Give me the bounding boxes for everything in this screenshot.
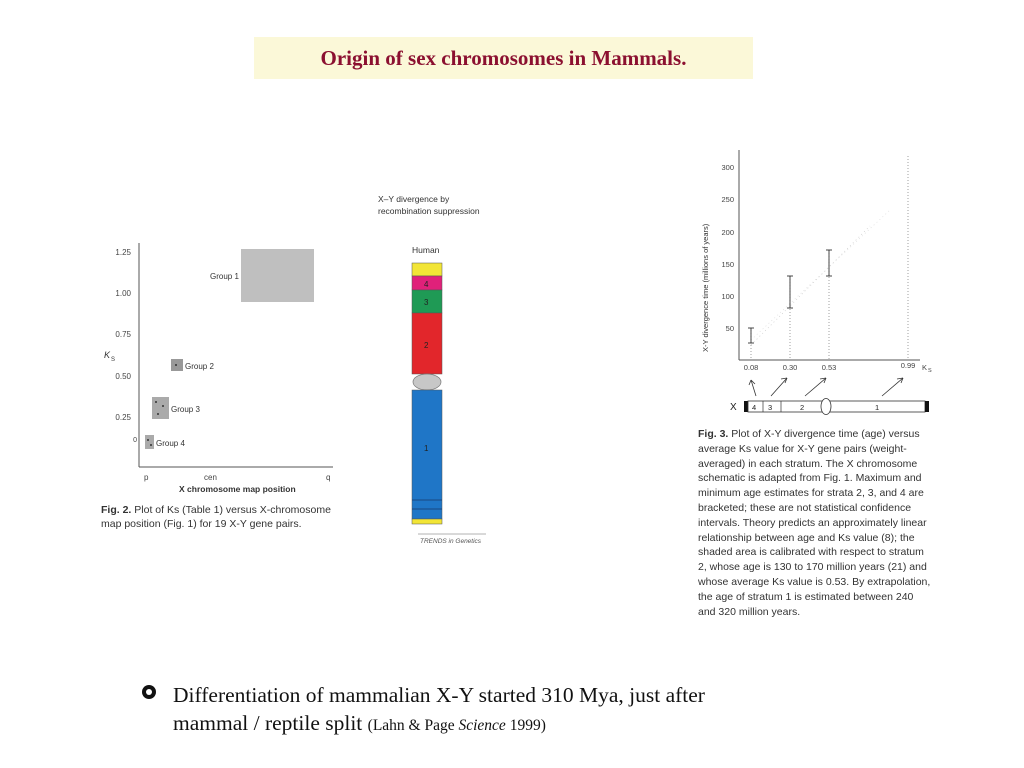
fig3-shaded-band xyxy=(751,226,870,345)
fig2-ytick: 0.75 xyxy=(115,330,131,339)
fig2-x-label: X chromosome map position xyxy=(179,484,296,494)
fig2-point xyxy=(147,439,149,441)
fig2-xtick: cen xyxy=(204,473,217,482)
trends-species-label: Human xyxy=(412,245,440,255)
fig2-point xyxy=(157,413,159,415)
fig3-caption-line: Plot of X-Y divergence time (age) versus xyxy=(731,428,920,440)
citation-journal: Science xyxy=(458,717,506,734)
fig3-caption-line: intervals. Theory predicts an approximately linear xyxy=(698,516,927,529)
fig3-errorbar-stratum4 xyxy=(748,328,754,343)
fig2-caption xyxy=(101,503,346,531)
stratum-label: 3 xyxy=(424,298,429,307)
fig2-group-label: Group 3 xyxy=(171,405,200,414)
fig3-xtick: 0.08 xyxy=(743,363,759,372)
trends-credit: TRENDS in Genetics xyxy=(420,538,482,545)
fig3-arrows xyxy=(749,378,903,396)
fig2-ytick: 0 xyxy=(133,437,137,444)
fig3-caption-line: bracketed; these are not statistical confidence xyxy=(698,501,912,514)
fig3-caption-line: and 320 million years. xyxy=(698,605,801,618)
fig2-ytick: 1.00 xyxy=(115,289,131,298)
trends-heading-line2: recombination suppression xyxy=(378,206,480,216)
fig3-caption-line: average Ks value for X-Y gene pairs (weight- xyxy=(698,442,907,455)
fig2-point xyxy=(162,405,164,407)
fig3-caption-line: 2, whose age is 130 to 170 million years (21) and xyxy=(698,561,927,574)
fig2-group3-box xyxy=(152,397,169,419)
fig3-caption xyxy=(698,427,943,619)
citation-post: 1999) xyxy=(505,717,546,734)
fig3-caption-line: whose average Ks value is 0.53. By extrapolation, xyxy=(698,575,931,588)
fig3-schematic-centromere xyxy=(821,399,831,415)
fig3-ytick: 300 xyxy=(721,163,734,172)
fig2-xtick: p xyxy=(144,473,149,482)
fig3-caption-label: Fig. 3. xyxy=(698,428,729,440)
fig2-y-label: K xyxy=(104,350,111,360)
fig2-point xyxy=(150,444,152,446)
stratum-label: 1 xyxy=(424,444,429,453)
fig2-group-label: Group 2 xyxy=(185,362,214,371)
bullet-text xyxy=(173,681,893,740)
fig3-caption-line: schematic is adapted from Fig. 1. Maximum and xyxy=(698,472,922,485)
fig3-shaded-band xyxy=(751,210,890,340)
fig3-ytick: 200 xyxy=(721,228,734,237)
citation xyxy=(368,717,546,734)
fig3-y-label: X-Y divergence time (millions of years) xyxy=(701,223,710,352)
citation-pre: (Lahn & Page xyxy=(367,717,459,734)
fig2-point xyxy=(155,401,157,403)
stratum-label: 4 xyxy=(424,280,429,289)
fig3-caption-line: averaged) in each stratum. The X chromosome xyxy=(698,457,918,470)
fig3-schematic-stratum: 2 xyxy=(800,403,805,412)
centromere xyxy=(413,374,441,390)
fig2-point xyxy=(175,364,177,366)
fig3-errorbar-stratum2 xyxy=(826,250,832,276)
trends-heading-line1: X–Y divergence by xyxy=(378,194,450,204)
slide-title: Origin of sex chromosomes in Mammals. xyxy=(320,45,687,70)
fig2-group1-box xyxy=(241,249,314,302)
fig2-ytick: 0.50 xyxy=(115,372,131,381)
fig3-schematic-x-label: X xyxy=(730,402,737,413)
fig3-schematic-stratum: 3 xyxy=(768,403,773,412)
fig3-schematic-stratum: 1 xyxy=(875,403,880,412)
fig3-caption-line: relationship between age and Ks value (8); the xyxy=(698,531,915,544)
fig3-schematic-cap-left xyxy=(744,401,748,412)
fig3-errorbar-stratum3 xyxy=(787,276,793,308)
fig3-ytick: 250 xyxy=(721,195,734,204)
fig3-caption-line: shaded area is calibrated with respect to stratum xyxy=(698,546,924,559)
fig3-xtick: 0.30 xyxy=(782,363,798,372)
fig3-schematic-chromosome xyxy=(748,401,925,412)
fig3-x-label-sub: S xyxy=(928,368,932,374)
fig2-ytick: 0.25 xyxy=(115,413,131,422)
bullet-line1: Differentiation of mammalian X-Y started 310 Mya, just after xyxy=(173,683,705,707)
fig2-group4-box xyxy=(145,435,154,449)
fig3-xtick: 0.53 xyxy=(821,363,837,372)
fig3-xtick: 0.99 xyxy=(900,361,916,370)
fig3-schematic-stratum: 4 xyxy=(752,403,757,412)
fig3-schematic-cap-right xyxy=(925,401,929,412)
fig2-caption-text: Plot of Ks (Table 1) versus X-chromosome map position (Fig. 1) for 19 X-Y gene pairs. xyxy=(101,504,331,530)
fig2-ytick: 1.25 xyxy=(115,248,131,257)
stratum-yellow-top xyxy=(412,263,442,276)
fig3-ytick: 150 xyxy=(721,260,734,269)
fig2-y-label-sub: S xyxy=(111,357,116,363)
stratum-yellow-bottom xyxy=(412,519,442,524)
fig2-group-label: Group 1 xyxy=(210,272,239,281)
fig3-caption-line: minimum age estimates for strata 2, 3, and 4 are xyxy=(698,487,924,500)
bullet-icon xyxy=(142,685,156,699)
bullet-line2: mammal / reptile split xyxy=(173,711,363,735)
fig3-ytick: 100 xyxy=(721,292,734,301)
fig2-caption-label: Fig. 2. xyxy=(101,504,132,516)
fig2-xtick: q xyxy=(326,473,331,482)
fig3-caption-line: the age of stratum 1 is estimated between 240 xyxy=(698,590,914,603)
stratum-label: 2 xyxy=(424,341,429,350)
fig3-ytick: 50 xyxy=(725,324,734,333)
fig3-x-label: K xyxy=(922,363,928,372)
fig2-group-label: Group 4 xyxy=(156,439,185,448)
